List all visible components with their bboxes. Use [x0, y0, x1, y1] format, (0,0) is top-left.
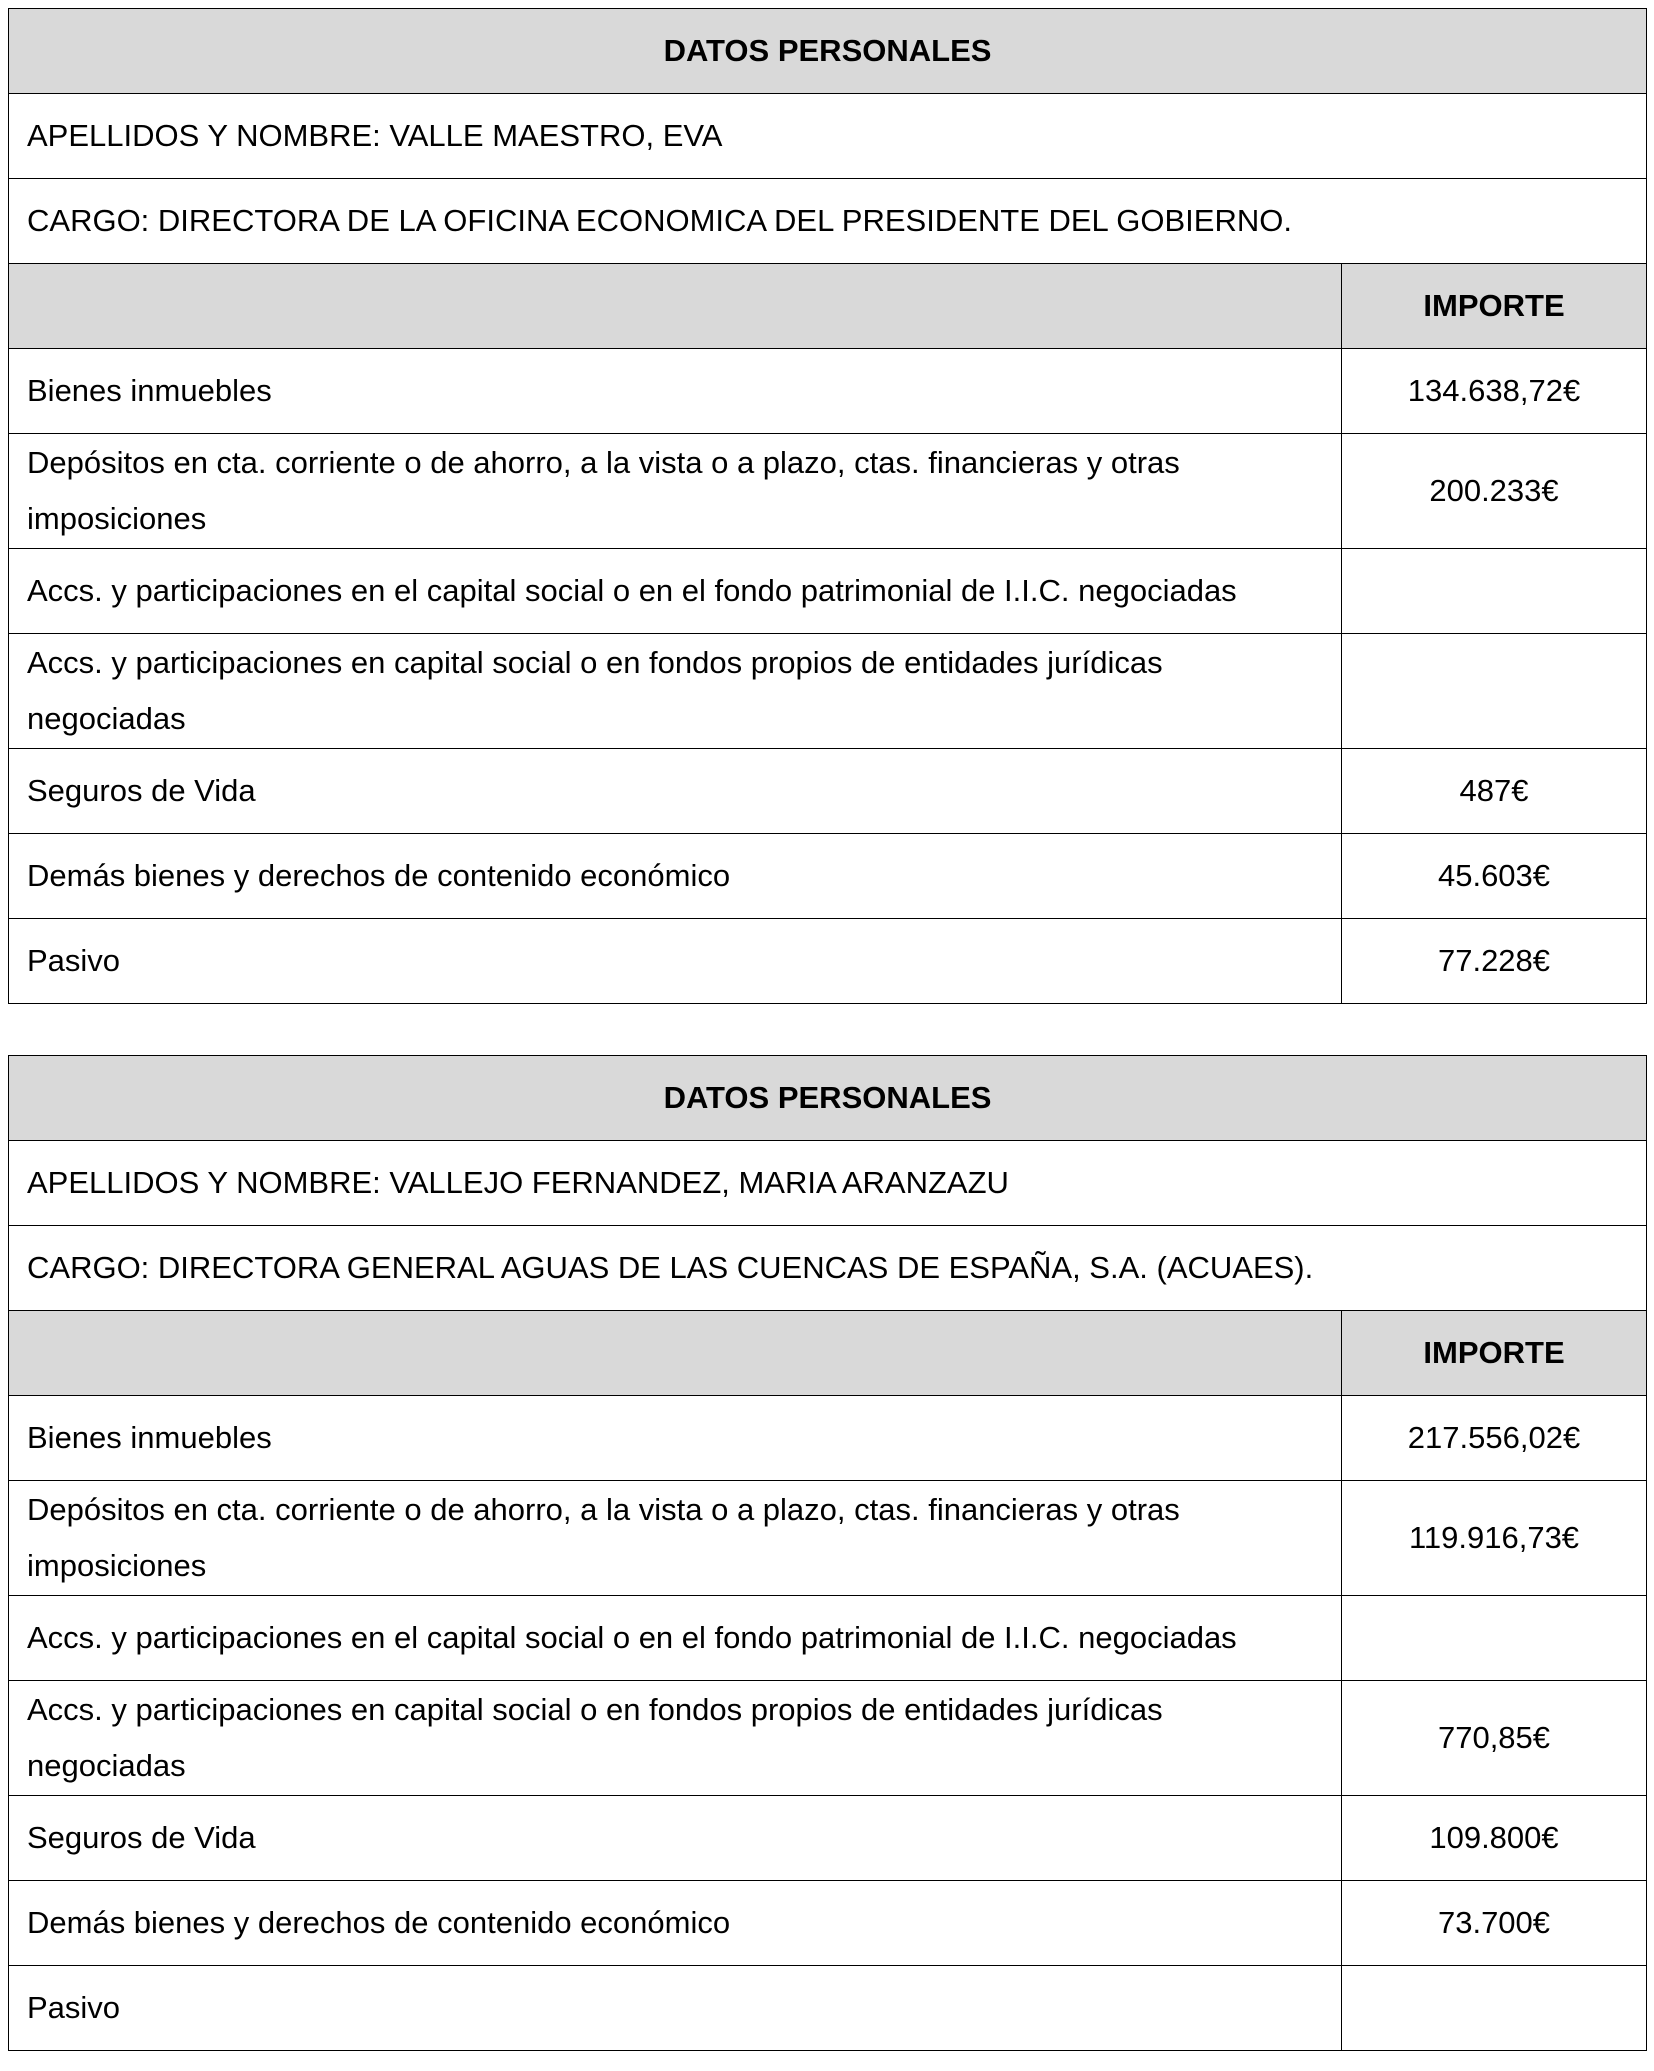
- table-row: [9, 634, 1647, 749]
- column-header-row: [9, 264, 1647, 349]
- row-label: Accs. y participaciones en el capital social o en el fondo patrimonial de I.I.C. negociadas: [9, 549, 1342, 634]
- table-row: [9, 434, 1647, 549]
- table-row: [9, 1796, 1647, 1881]
- row-amount: 134.638,72€: [1342, 349, 1647, 434]
- row-label: Bienes inmuebles: [9, 349, 1342, 434]
- row-amount: [1342, 634, 1647, 749]
- row-label: Seguros de Vida: [9, 749, 1342, 834]
- row-amount: 109.800€: [1342, 1796, 1647, 1881]
- row-amount: [1342, 1966, 1647, 2051]
- row-amount: [1342, 1596, 1647, 1681]
- table-row: [9, 1596, 1647, 1681]
- cargo-line: CARGO: DIRECTORA GENERAL AGUAS DE LAS CUENCAS DE ESPAÑA, S.A. (ACUAES).: [9, 1226, 1647, 1311]
- cargo-row: [9, 179, 1647, 264]
- row-amount: 200.233€: [1342, 434, 1647, 549]
- row-amount: 73.700€: [1342, 1881, 1647, 1966]
- name-line: APELLIDOS Y NOMBRE: VALLEJO FERNANDEZ, MARIA ARANZAZU: [9, 1141, 1647, 1226]
- row-label: Pasivo: [9, 919, 1342, 1004]
- table-row: [9, 749, 1647, 834]
- column-header-empty: [9, 1311, 1342, 1396]
- column-header-row: [9, 1311, 1647, 1396]
- section-header-row: [9, 1056, 1647, 1141]
- row-amount: 770,85€: [1342, 1681, 1647, 1796]
- section-title: DATOS PERSONALES: [9, 1056, 1647, 1141]
- row-label: Pasivo: [9, 1966, 1342, 2051]
- cargo-row: [9, 1226, 1647, 1311]
- cargo-line: CARGO: DIRECTORA DE LA OFICINA ECONOMICA DEL PRESIDENTE DEL GOBIERNO.: [9, 179, 1647, 264]
- section-header-row: [9, 9, 1647, 94]
- row-label: Accs. y participaciones en capital social o en fondos propios de entidades jurídicas negociadas: [9, 634, 1342, 749]
- row-amount: 217.556,02€: [1342, 1396, 1647, 1481]
- section-title: DATOS PERSONALES: [9, 9, 1647, 94]
- table-row: [9, 834, 1647, 919]
- row-amount: 487€: [1342, 749, 1647, 834]
- asset-declaration-table: [8, 8, 1647, 1004]
- name-row: [9, 1141, 1647, 1226]
- column-header-amount: IMPORTE: [1342, 264, 1647, 349]
- table-row: [9, 1681, 1647, 1796]
- table-row: [9, 549, 1647, 634]
- row-amount: 45.603€: [1342, 834, 1647, 919]
- asset-declaration-table: [8, 1055, 1647, 2051]
- table-row: [9, 1881, 1647, 1966]
- table-row: [9, 349, 1647, 434]
- row-label: Accs. y participaciones en el capital social o en el fondo patrimonial de I.I.C. negociadas: [9, 1596, 1342, 1681]
- table-row: [9, 1966, 1647, 2051]
- row-label: Bienes inmuebles: [9, 1396, 1342, 1481]
- name-row: [9, 94, 1647, 179]
- table-row: [9, 1481, 1647, 1596]
- row-label: Accs. y participaciones en capital social o en fondos propios de entidades jurídicas negociadas: [9, 1681, 1342, 1796]
- row-label: Depósitos en cta. corriente o de ahorro, a la vista o a plazo, ctas. financieras y otras imposiciones: [9, 1481, 1342, 1596]
- name-line: APELLIDOS Y NOMBRE: VALLE MAESTRO, EVA: [9, 94, 1647, 179]
- row-label: Demás bienes y derechos de contenido económico: [9, 1881, 1342, 1966]
- row-label: Depósitos en cta. corriente o de ahorro, a la vista o a plazo, ctas. financieras y otras imposiciones: [9, 434, 1342, 549]
- table-row: [9, 1396, 1647, 1481]
- row-label: Demás bienes y derechos de contenido económico: [9, 834, 1342, 919]
- table-row: [9, 919, 1647, 1004]
- row-amount: 77.228€: [1342, 919, 1647, 1004]
- column-header-amount: IMPORTE: [1342, 1311, 1647, 1396]
- row-amount: 119.916,73€: [1342, 1481, 1647, 1596]
- row-amount: [1342, 549, 1647, 634]
- row-label: Seguros de Vida: [9, 1796, 1342, 1881]
- column-header-empty: [9, 264, 1342, 349]
